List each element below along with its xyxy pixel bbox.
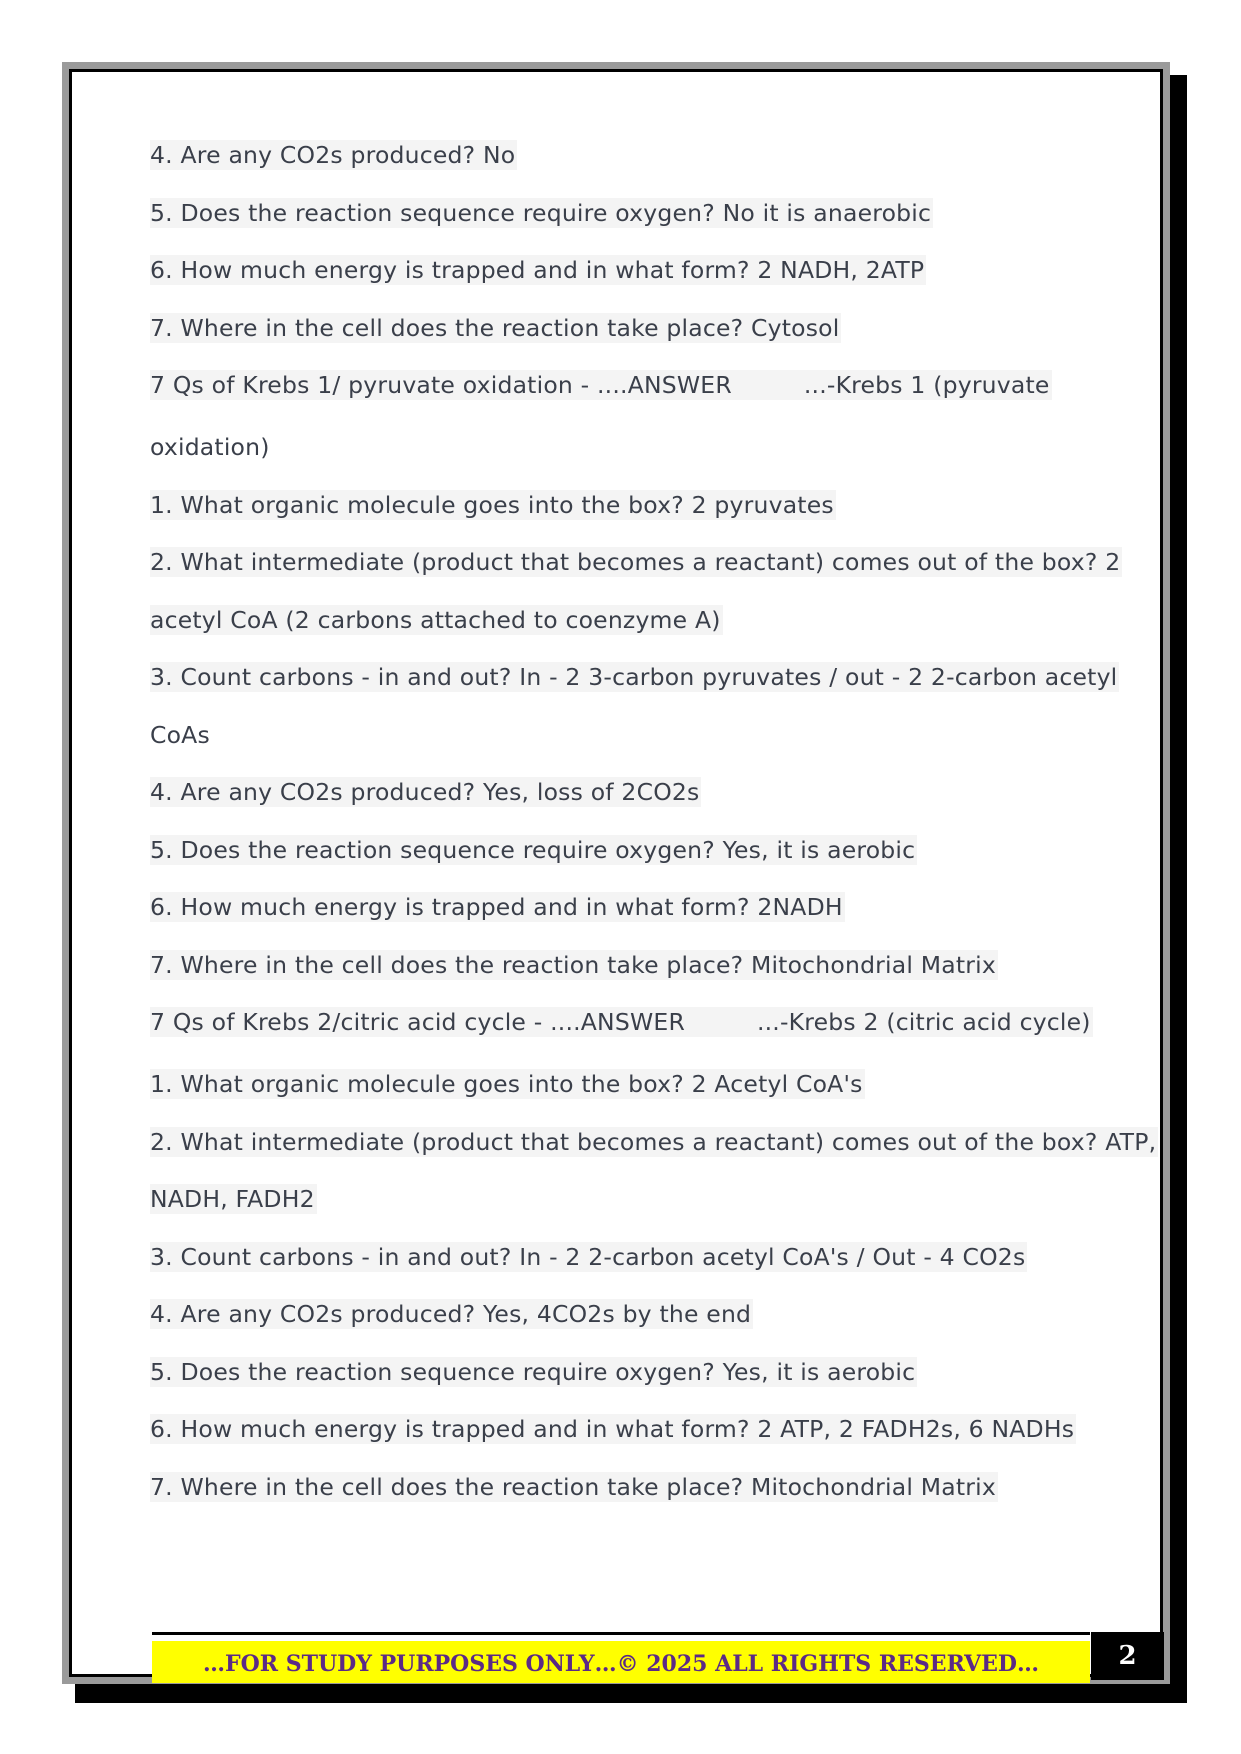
- krebs2-line: 2. What intermediate (product that becomes a reactant) comes out of the box? ATP,: [150, 1127, 1157, 1156]
- krebs2-line: 3. Count carbons - in and out? In - 2 2-carbon acetyl CoA's / Out - 4 CO2s: [150, 1242, 1026, 1271]
- krebs2-heading: [150, 1007, 1090, 1069]
- text-line: [150, 1184, 1090, 1242]
- text-line: [150, 835, 1090, 893]
- krebs2-line: 5. Does the reaction sequence require oxygen? Yes, it is aerobic: [150, 1357, 916, 1386]
- page-number: 2: [1091, 1632, 1164, 1680]
- krebs1-line: 2. What intermediate (product that becomes a reactant) comes out of the box? 2: [150, 548, 1121, 576]
- text-line: [150, 1472, 1090, 1530]
- krebs1-line: CoAs: [150, 720, 210, 749]
- text-line: [150, 662, 1118, 720]
- krebs2-line: 6. How much energy is trapped and in what form? 2 ATP, 2 FADH2s, 6 NADHs: [150, 1415, 1075, 1443]
- krebs1-heading-answer-cont: oxidation): [150, 433, 270, 461]
- text-line: [150, 1242, 1090, 1300]
- text-line: [150, 1357, 1090, 1415]
- krebs2-heading-question: 7 Qs of Krebs 2/citric acid cycle - ....ANSWER: [150, 1008, 685, 1036]
- krebs2-line: 1. What organic molecule goes into the box? 2 Acetyl CoA's: [150, 1070, 863, 1098]
- glycolysis-q4: 4. Are any CO2s produced? No: [150, 141, 516, 169]
- glycolysis-q6: 6. How much energy is trapped and in what form? 2 NADH, 2ATP: [150, 256, 925, 284]
- footer-rule: [152, 1632, 1090, 1635]
- text-line: [150, 720, 1090, 778]
- text-line: [150, 255, 1090, 313]
- text-line: [150, 777, 1090, 835]
- krebs2-line: NADH, FADH2: [150, 1185, 315, 1213]
- text-line: [150, 950, 1090, 1008]
- text-line: [150, 198, 1090, 256]
- krebs2-heading-answer: ...-Krebs 2 (citric acid cycle): [756, 1008, 1091, 1036]
- text-line: [150, 432, 1090, 490]
- krebs1-line: 6. How much energy is trapped and in what form? 2NADH: [150, 893, 843, 921]
- text-line: [150, 1127, 1157, 1185]
- text-line: [150, 1414, 1090, 1472]
- krebs1-heading-line: [150, 370, 1052, 400]
- krebs1-line: 1. What organic molecule goes into the box? 2 pyruvates: [150, 490, 834, 519]
- krebs1-line: 4. Are any CO2s produced? Yes, loss of 2CO2s: [150, 778, 700, 806]
- document-body: [150, 140, 1157, 1529]
- text-line: [150, 605, 1090, 663]
- krebs1-heading: [150, 370, 1090, 432]
- text-line: [150, 490, 1090, 548]
- glycolysis-q7: 7. Where in the cell does the reaction take place? Cytosol: [150, 313, 840, 342]
- text-line: [150, 1299, 1090, 1357]
- krebs2-line: 4. Are any CO2s produced? Yes, 4CO2s by the end: [150, 1300, 752, 1328]
- krebs1-line: 7. Where in the cell does the reaction take place? Mitochondrial Matrix: [150, 950, 996, 979]
- glycolysis-q5: 5. Does the reaction sequence require oxygen? No it is anaerobic: [150, 198, 932, 227]
- text-line: [150, 892, 1090, 950]
- krebs1-line: 5. Does the reaction sequence require oxygen? Yes, it is aerobic: [150, 835, 916, 864]
- text-line: [150, 140, 1090, 198]
- krebs1-heading-question: 7 Qs of Krebs 1/ pyruvate oxidation - ....ANSWER: [150, 371, 732, 399]
- krebs1-heading-answer: ...-Krebs 1 (pyruvate: [803, 371, 1050, 399]
- text-line: [150, 1069, 1090, 1127]
- text-line: [150, 547, 1121, 605]
- krebs1-line: 3. Count carbons - in and out? In - 2 3-carbon pyruvates / out - 2 2-carbon acetyl: [150, 663, 1118, 691]
- krebs2-heading-line: [150, 1007, 1093, 1037]
- krebs2-line: 7. Where in the cell does the reaction take place? Mitochondrial Matrix: [150, 1472, 996, 1501]
- text-line: [150, 313, 1090, 371]
- footer-notice: …FOR STUDY PURPOSES ONLY…© 2025 ALL RIGHTS RESERVED…: [152, 1641, 1090, 1683]
- krebs1-line: acetyl CoA (2 carbons attached to coenzyme A): [150, 605, 721, 634]
